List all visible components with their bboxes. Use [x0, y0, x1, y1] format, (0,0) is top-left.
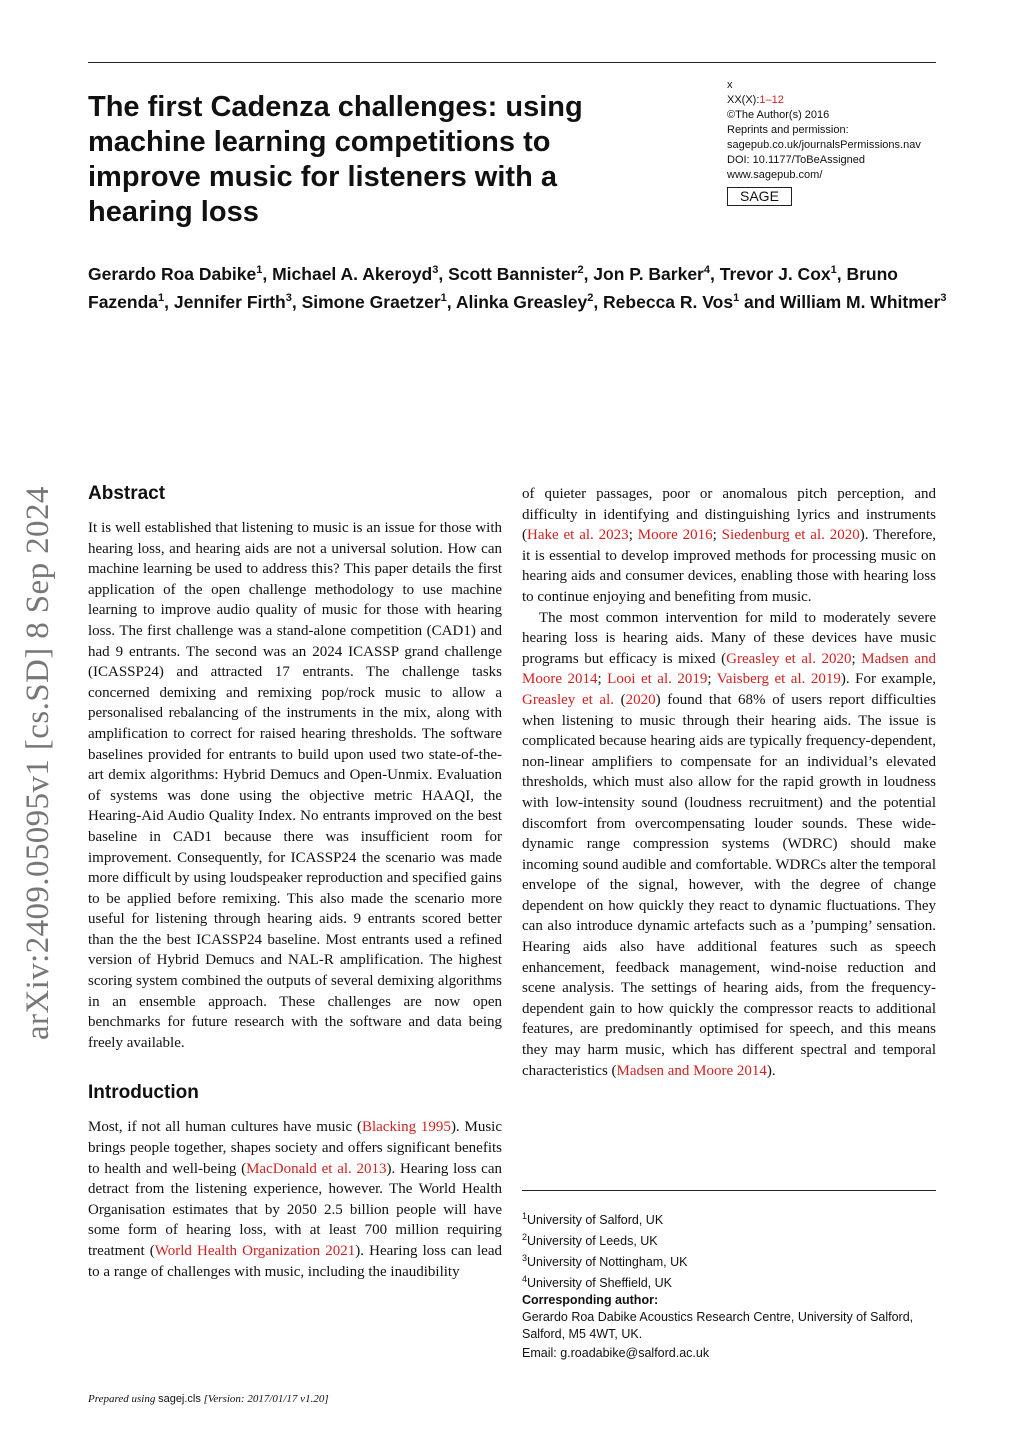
- author-name: Gerardo Roa Dabike: [88, 263, 257, 284]
- author-list: [88, 258, 948, 314]
- corresponding-author: [522, 1292, 942, 1362]
- left-column: [88, 482, 502, 1282]
- doi: DOI: 10.1177/ToBeAssigned: [727, 154, 865, 166]
- citation-link[interactable]: Greasley et al. 2020: [726, 650, 852, 667]
- author-name: Alinka Greasley: [455, 291, 588, 312]
- author-affiliation-mark: 1: [440, 291, 447, 304]
- page-footer: Prepared using sagej.cls [Version: 2017/01/17 v1.20]: [88, 1393, 329, 1405]
- author-affiliation-mark: 2: [587, 291, 594, 304]
- author-name: Scott Bannister: [448, 263, 578, 284]
- abstract-text: It is well established that listening to music is an issue for those with hearing loss, and hearing aids are not a universal solution. How can machine learning be used to address this? This paper details the first application of the open challenge methodology to use machine learning to improve audio quality of music for those with hearing loss. The first challenge was a stand-alone competition (CAD1) and had 9 entrants. The second was an 2024 ICASSP grand challenge (ICASSP24) and attracted 17 entrants. The challenge tasks concerned demixing and remixing pop/rock music to allow a personalised rebalancing of the instruments in the mix, along with amplification to correct for raised hearing thresholds. The software baselines provided for entrants to build upon used two state-of-the-art demix algorithms: Hybrid Demucs and Open-Unmix. Evaluation of systems was done using the objective metric HAAQI, the Hearing-Aid Audio Quality Index. No entrants improved on the best baseline in CAD1 because there was insufficient room for improvement. Consequently, for ICASSP24 the scenario was made more difficult by using loudspeaker reproduction and specified gains to be applied before remixing. This also made the scenario more useful for listening through hearing aids. 9 entrants scored better than the the best ICASSP24 baseline. Most entrants used a refined version of Hybrid Demucs and NAL-R amplification. The highest scoring system combined the outputs of several demixing algorithms in an ensemble approach. These challenges are now open benchmarks for future research with the software and data being freely available.: [88, 520, 502, 1051]
- citation-link[interactable]: Madsen and Moore 2014: [522, 650, 936, 688]
- author-separator: and: [739, 291, 781, 312]
- corresponding-heading: Corresponding author:: [522, 1293, 659, 1307]
- intro-paragraph-1-continued: of quieter passages, poor or anomalous pitch perception, and difficulty in identifying and distinguishing lyrics and instruments (Hake et al. 2023; Moore 2016; Siedenburg et al. 2020). Therefore, it is essential to develop improved methods for processing music on hearing aids and consumer devices, enabling those with hearing loss to continue enjoying and benefiting from music.: [522, 486, 936, 605]
- affiliation-item: $^4$University of Sheffield, UK: [522, 1274, 672, 1291]
- affiliations: [522, 1208, 936, 1293]
- affiliation-item: $^1$University of Salford, UK: [522, 1211, 664, 1228]
- author-name: Jon P. Barker: [593, 263, 704, 284]
- author-separator: ,: [710, 263, 720, 284]
- author-affiliation-mark: 1: [830, 264, 837, 276]
- citation-link[interactable]: MacDonald et al. 2013: [246, 1160, 387, 1177]
- citation-link[interactable]: Looi et al. 2019: [607, 671, 708, 688]
- author-name: Rebecca R. Vos: [603, 291, 734, 312]
- author-affiliation-mark: 1: [256, 264, 263, 276]
- publisher-site: www.sagepub.com/: [727, 169, 823, 181]
- author-affiliation-mark: 2: [577, 264, 584, 276]
- introduction-heading: Introduction: [88, 1082, 199, 1104]
- top-rule: [88, 62, 936, 63]
- paper-title: The first Cadenza challenges: using machine learning competitions to improve music for listeners with a hearing loss: [88, 91, 583, 228]
- author-name: Bruno Fazenda: [88, 263, 899, 312]
- author-name: Jennifer Firth: [173, 291, 286, 312]
- author-separator: ,: [593, 291, 604, 312]
- author-separator: ,: [438, 263, 449, 284]
- citation-link[interactable]: Siedenburg et al. 2020: [721, 527, 860, 544]
- author-separator: ,: [836, 263, 847, 284]
- copyright: ©The Author(s) 2016: [727, 109, 830, 121]
- citation-link[interactable]: 2020: [625, 691, 656, 708]
- page-range-link[interactable]: 1–12: [759, 94, 784, 106]
- author-separator: ,: [583, 263, 594, 284]
- citation-link[interactable]: Moore 2016: [637, 527, 713, 544]
- author-affiliation-mark: 3: [285, 291, 292, 304]
- journal-volume: [727, 93, 957, 108]
- affiliation-rule: [522, 1190, 936, 1191]
- author-affiliation-mark: 3: [940, 291, 947, 304]
- author-separator: ,: [262, 263, 273, 284]
- author-separator: ,: [291, 291, 302, 312]
- citation-link[interactable]: Greasley et al.: [522, 691, 614, 708]
- author-name: Michael A. Akeroyd: [272, 263, 433, 284]
- author-separator: ,: [446, 291, 456, 312]
- volume-prefix: XX(X):: [727, 94, 760, 106]
- author-separator: ,: [164, 291, 174, 312]
- reprints-url: sagepub.co.uk/journalsPermissions.nav: [727, 139, 921, 151]
- intro-paragraph-2: The most common intervention for mild to moderately severe hearing loss is hearing aids. Many of these devices have music programs but efficacy is mixed (Greasley et al. 2020; Madsen and Moore 2014; Looi et al. 2019; Vaisberg et al. 2019). For example, Greasley et al. (2020) found that 68% of users report difficulties when listening to music through their hearing aids. The issue is complicated because hearing aids are typically frequency-dependent, non-linear amplifiers to compensate for an individual’s elevated thresholds, which must also allow for the rapid growth in loudness with low-intensity sound (loudness recruitment) and the potential discomfort from overcompensating louder sounds. These wide-dynamic range compression systems (WDRC) should make incoming sound audible and comfortable. WDRCs alter the temporal envelope of the signal, however, with the degree of change dependent on how quickly they react to dynamic fluctuations. They can also introduce dynamic artefacts such as a ’pumping’ sensation. Hearing aids also have additional features such as speech enhancement, feedback management, wind-noise reduction and scene analysis. The settings of hearing aids, from the frequency-dependent gain to how quickly the compressor reacts to additional features, are predominantly optimised for speech, and this means they may harm music, which has different spectral and temporal characteristics (Madsen and Moore 2014).: [522, 609, 936, 1079]
- journal-line: x: [727, 79, 733, 91]
- citation-link[interactable]: World Health Organization 2021: [154, 1243, 356, 1259]
- affiliation-item: $^2$University of Leeds, UK: [522, 1232, 658, 1249]
- author-name: Trevor J. Cox: [719, 263, 831, 284]
- affiliation-item: $^3$University of Nottingham, UK: [522, 1253, 688, 1270]
- journal-metadata: [727, 78, 957, 206]
- corresponding-address: Gerardo Roa Dabike Acoustics Research Centre, University of Salford, Salford, M5 4WT, UK.: [522, 1310, 914, 1341]
- class-file: sagej.cls: [158, 1393, 201, 1405]
- author-name: Simone Graetzer: [301, 291, 441, 312]
- citation-link[interactable]: Madsen and Moore 2014: [616, 1062, 767, 1079]
- author-name: William M. Whitmer: [780, 291, 941, 312]
- author-affiliation-mark: 1: [733, 291, 740, 304]
- reprints-label: Reprints and permission:: [727, 124, 849, 136]
- intro-paragraph-1: Most, if not all human cultures have music (Blacking 1995). Music brings people together, shapes society and offers significant benefits to health and well-being (MacDonald et al. 2013). Hearing loss can detract from the listening experience, however. The World Health Organisation estimates that by 2050 2.5 billion people will have some form of hearing loss, with at least 700 million requiring treatment (World Health Organization 2021). Hearing loss can lead to a range of challenges with music, including the inaudibility: [88, 1119, 503, 1280]
- right-column: [522, 484, 936, 1081]
- sage-logo: SAGE: [727, 187, 792, 206]
- abstract-heading: Abstract: [88, 483, 166, 504]
- citation-link[interactable]: Blacking 1995: [361, 1119, 451, 1136]
- citation-link[interactable]: Hake et al. 2023: [527, 527, 629, 544]
- author-affiliation-mark: 1: [158, 291, 165, 304]
- arxiv-stamp: arXiv:2409.05095v1 [cs.SD] 8 Sep 2024: [20, 486, 56, 1040]
- citation-link[interactable]: Vaisberg et al. 2019: [716, 671, 841, 688]
- corresponding-email: Email: g.roadabike@salford.ac.uk: [522, 1346, 710, 1360]
- author-affiliation-mark: 3: [432, 264, 439, 276]
- author-affiliation-mark: 4: [703, 264, 710, 276]
